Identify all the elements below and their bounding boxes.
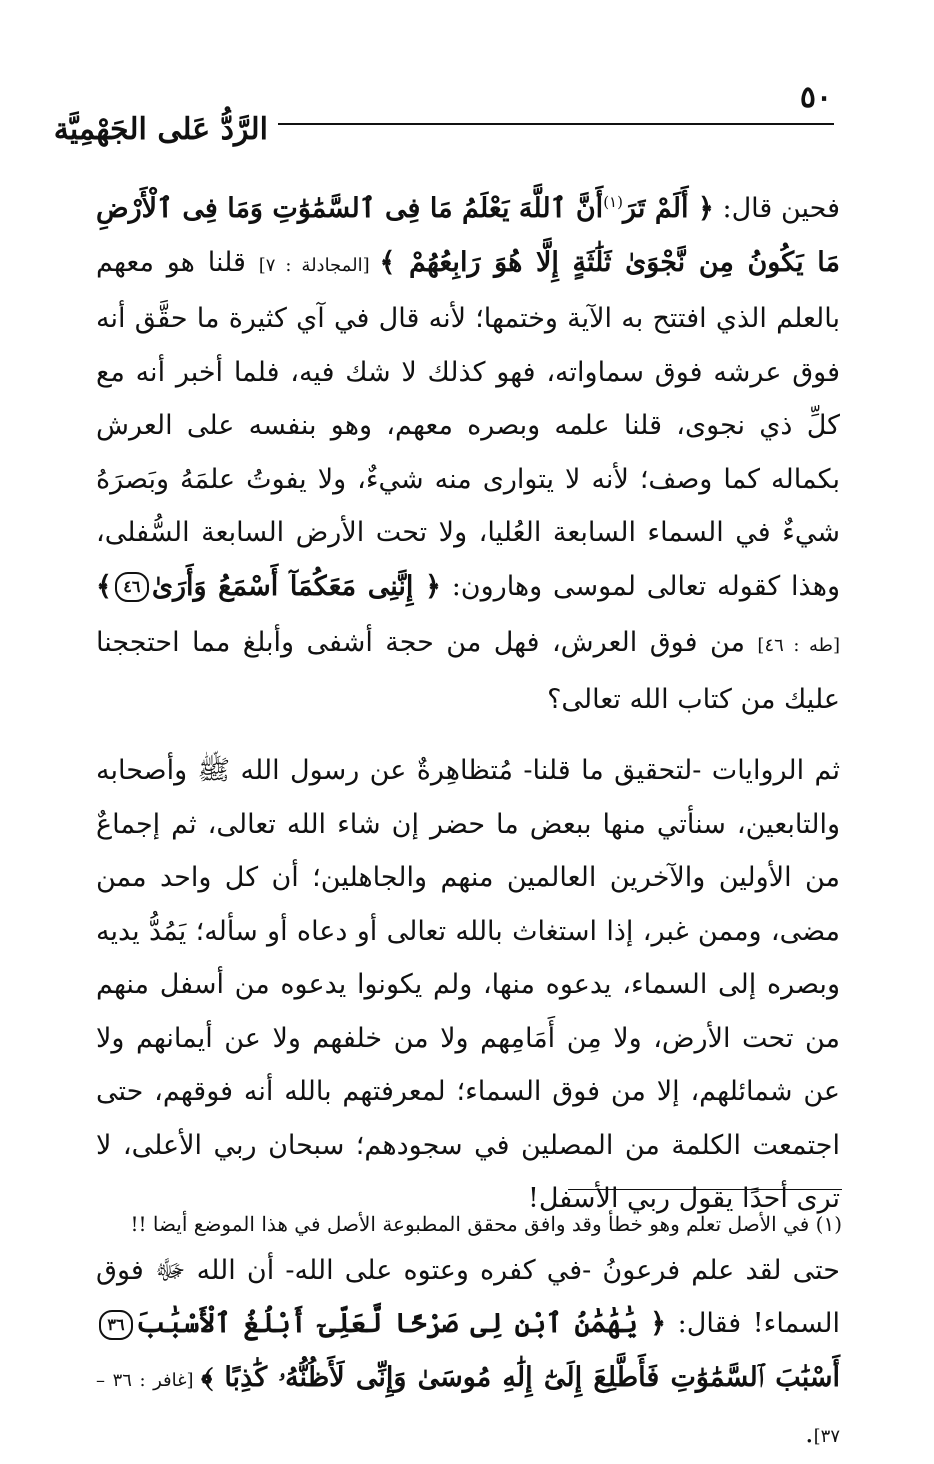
running-header-title: الرَّدُّ عَلى الجَهْمِيَّة: [53, 112, 268, 147]
body-text: [96, 176, 840, 1464]
quran-verse: ﴿ إِنَّنِى مَعَكُمَآ أَسْمَعُ وَأَرَىٰ: [151, 570, 441, 602]
body-text-segment: فحين قال:: [713, 193, 840, 224]
paragraph-1: [96, 176, 840, 726]
body-text-segment: قلنا هو معهم بالعلم الذي افتتح به الآية وختمها؛ لأنه قال في آي كثيرة ما حقَّق أنه فوق عرشه فوق سماواته، فهو كذلك لا شك فيه، فلما أخبر أنه مع كلِّ ذي نجوى، قلنا علمه وبصره معهم، وهو بنفسه على العرش بكماله كما وصف؛ لأنه لا يتوارى منه شيءٌ، ولا يفوتُ علمَهُ وبَصرَهُ شيءٌ في السماء السابعة العُليا، ولا تحت الأرض السابعة السُّفلى، وهذا كقوله تعالى لموسى وهارون:: [96, 246, 840, 602]
quran-verse: ﴿ يَٰهَٰمَٰنُ ٱبْنِ لِى صَرْحًا لَّعَلِّىٓ أَبْلُغُ ٱلْأَسْبَٰبَ: [136, 1308, 667, 1339]
verse-citation: [المجادلة : ٧]: [258, 254, 380, 276]
body-text-segment: حتى لقد علم فرعونُ -في كفره وعتوه على الله- أن الله ﷻ فوق السماء! فقال:: [96, 1254, 840, 1339]
ayah-number-marker: ٣٦: [99, 1310, 133, 1340]
quran-verse: ﴾: [96, 570, 112, 602]
body-text-segment: من فوق العرش، فهل من حجة أشفى وأبلغ مما احتججنا عليك من كتاب الله تعالى؟: [96, 627, 840, 715]
footnote: (١) في الأصل تعلم وهو خطأ وقد وافق محقق المطبوعة الأصل في هذا الموضع أيضا !!: [130, 1212, 842, 1236]
footnote-separator: [568, 1189, 842, 1190]
verse-citation: [طه : ٤٦]: [757, 635, 840, 656]
quran-verse: أَسْبَٰبَ ٱلسَّمَٰوَٰتِ فَأَطَّلِعَ إِلَىٰٓ إِلَٰهِ مُوسَىٰ وَإِنِّى لَأَظُنُّهُۥ كَٰذِبًا ﴾: [201, 1361, 840, 1393]
verse-citation: [غافر : ٣٦ – ٣٧]: [96, 1369, 840, 1447]
header-rule: [278, 123, 834, 125]
page-number: ٥٠: [799, 80, 833, 115]
quran-verse: أَنَّ ٱللَّهَ يَعْلَمُ مَا فِى ٱلسَّمَٰوَٰتِ وَمَا فِى ٱلْأَرْضِ مَا يَكُونُ مِن نَّجْوَىٰ ثَلَٰثَةٍ إِلَّا هُوَ رَابِعُهُمْ ﴾: [96, 193, 840, 278]
paragraph-3: [96, 1244, 840, 1464]
body-text-segment: ثم الروايات -لتحقيق ما قلنا- مُتظاهِرةٌ عن رسول الله ﷺ وأصحابه والتابعين، سنأتي منها ببعض ما حضر إن شاء الله تعالى، ثم إجماعٌ من الأولين والآخرين العالمين منهم والجاهلين؛ أن كل واحد ممن مضى، وممن غبر، إذا استغاث بالله تعالى أو دعاه أو سأله؛ يَمُدُّ يديه وبصره إلى السماء، يدعوه منها، ولم يكونوا يدعوه من أسفل منهم من تحت الأرض، ولا مِن أَمَامِهم ولا من خلفهم ولا عن أيمانهم ولا عن شمائلهم، إلا من فوق السماء؛ لمعرفتهم بالله أنه فوقهم، حتى اجتمعت الكلمة من المصلين في سجودهم؛ سبحان ربي الأعلى، لا ترى أحدًا يقول ربي الأسفل!: [96, 755, 840, 1214]
footnote-reference: (١): [603, 193, 623, 211]
body-text-segment: .: [805, 1418, 814, 1449]
paragraph-2: [96, 744, 840, 1226]
quran-verse: ﴿ أَلَمْ تَرَ: [622, 193, 714, 224]
ayah-number-marker: ٤٦: [115, 572, 149, 602]
